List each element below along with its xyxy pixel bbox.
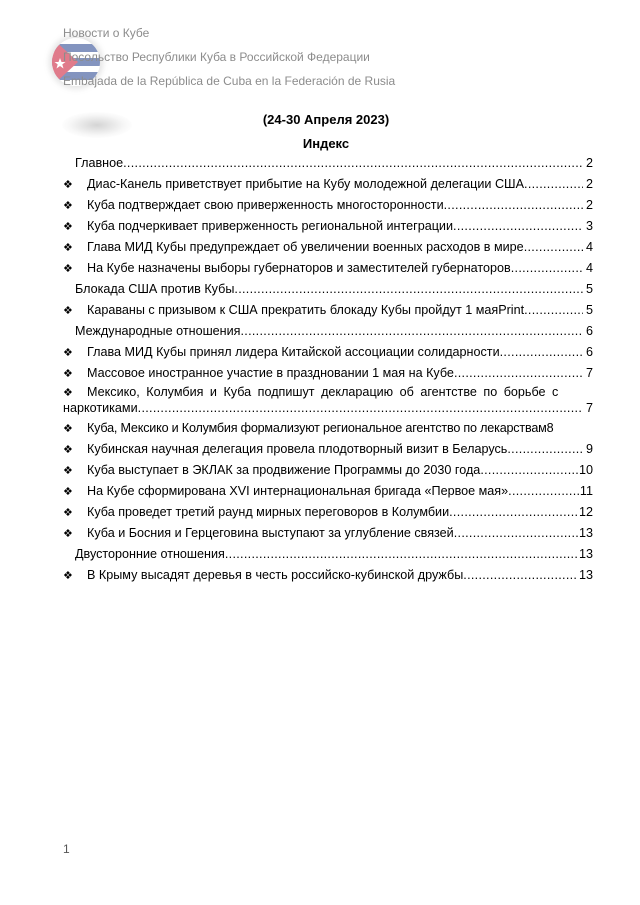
- toc-entry-text: Куба и Босния и Герцеговина выступают за углубление связей: [87, 526, 454, 540]
- toc-page-number: 6: [585, 324, 593, 338]
- toc-page-number: 6: [585, 345, 593, 359]
- toc-leader-dots: [234, 281, 583, 297]
- toc-page-number: 7: [585, 366, 593, 380]
- toc-leader-dots: [454, 365, 583, 381]
- toc-page-number: 9: [585, 442, 593, 456]
- toc-item[interactable]: [63, 260, 593, 276]
- index-title: Индекс: [302, 136, 350, 151]
- toc-leader-dots: [454, 525, 578, 541]
- toc-item[interactable]: [63, 384, 593, 416]
- toc-item[interactable]: [63, 441, 593, 457]
- toc-entry-text: На Кубе назначены выборы губернаторов и заместителей губернаторов: [87, 261, 511, 275]
- diamond-bullet-icon: ❖: [63, 221, 73, 233]
- toc-item[interactable]: [63, 302, 593, 318]
- toc-leader-dots: [444, 197, 583, 213]
- toc-item[interactable]: [63, 504, 593, 520]
- toc-entry-text: Мексико, Колумбия и Куба подпишут декларацию об агентстве по борьбе с: [87, 385, 559, 399]
- header-embassy-es: Embajada de la República de Cuba en la Federación de Rusia: [63, 74, 396, 88]
- diamond-bullet-icon: ❖: [63, 528, 73, 540]
- toc-page-number: 13: [578, 568, 593, 582]
- toc-entry-text-cont: наркотиками: [63, 401, 138, 415]
- header-news-title: Новости о Кубе: [63, 26, 150, 40]
- toc-leader-dots: [123, 155, 583, 171]
- diamond-bullet-icon: ❖: [63, 347, 73, 359]
- toc-leader-dots: [480, 462, 578, 478]
- toc-page-number: 13: [578, 526, 593, 540]
- diamond-bullet-icon: ❖: [63, 263, 73, 275]
- toc-entry-text: Караваны с призывом к США прекратить блокаду Кубы пройдут 1 маяPrint: [87, 303, 525, 317]
- toc-page-number: 13: [578, 547, 593, 561]
- toc-entry-text: Главное: [75, 156, 124, 170]
- footer-page-number: 1: [63, 842, 70, 856]
- toc-item[interactable]: [63, 483, 593, 499]
- toc-page-number: 4: [585, 240, 593, 254]
- toc-entry-text: Массовое иностранное участие в праздновании 1 мая на Кубе: [87, 366, 454, 380]
- toc-section-bilateral[interactable]: [63, 546, 593, 562]
- toc-leader-dots: [500, 344, 583, 360]
- diamond-bullet-icon: ❖: [63, 242, 73, 254]
- diamond-bullet-icon: ❖: [63, 200, 73, 212]
- toc-page-number: 10: [578, 463, 593, 477]
- toc-leader-dots: [511, 260, 583, 276]
- toc-leader-dots: [524, 239, 583, 255]
- toc-section-blockade[interactable]: [63, 281, 593, 297]
- toc-item[interactable]: [63, 420, 593, 436]
- toc-entry-text: Двусторонние отношения: [75, 547, 225, 561]
- diamond-bullet-icon: ❖: [63, 486, 73, 498]
- toc-page-number: 7: [585, 401, 593, 415]
- toc-page-number: 5: [585, 303, 593, 317]
- header-embassy-ru: Посольство Республики Куба в Российской Федерации: [63, 50, 370, 64]
- toc-entry-text: Куба выступает в ЭКЛАК за продвижение Программы до 2030 года: [87, 463, 481, 477]
- toc-entry-text: Кубинская научная делегация провела плодотворный визит в Беларусь: [87, 442, 508, 456]
- diamond-bullet-icon: ❖: [63, 444, 73, 456]
- toc-leader-dots: [240, 323, 583, 339]
- toc-entry-text: В Крыму высадят деревья в честь российско-кубинской дружбы: [87, 568, 464, 582]
- diamond-bullet-icon: ❖: [63, 179, 73, 191]
- toc-entry-text: На Кубе сформирована XVI интернациональная бригада «Первое мая»: [87, 484, 509, 498]
- toc-page-number: 8: [546, 421, 554, 435]
- toc-entry-text: Блокада США против Кубы: [75, 282, 235, 296]
- toc-entry-text: Международные отношения: [75, 324, 241, 338]
- toc-leader-dots: [508, 483, 579, 499]
- toc-item[interactable]: [63, 344, 593, 360]
- toc-item[interactable]: [63, 218, 593, 234]
- toc-page-number: 2: [585, 198, 593, 212]
- toc-page-number: 2: [585, 156, 593, 170]
- toc-entry-text: Глава МИД Кубы принял лидера Китайской ассоциации солидарности: [87, 345, 500, 359]
- toc-page-number: 12: [578, 505, 593, 519]
- toc-entry-text: Куба, Мексико и Колумбия формализуют региональное агентство по лекарствам: [87, 421, 547, 435]
- toc-leader-dots: [138, 400, 583, 416]
- diamond-bullet-icon: ❖: [63, 387, 73, 399]
- toc-item[interactable]: [63, 567, 593, 583]
- toc-item[interactable]: [63, 365, 593, 381]
- toc-page-number: 3: [585, 219, 593, 233]
- toc-item[interactable]: [63, 239, 593, 255]
- toc-leader-dots: [524, 302, 583, 318]
- toc-leader-dots: [449, 504, 578, 520]
- toc-entry-text: Глава МИД Кубы предупреждает об увеличении военных расходов в мире: [87, 240, 524, 254]
- toc-leader-dots: [225, 546, 578, 562]
- diamond-bullet-icon: ❖: [63, 305, 73, 317]
- toc-page-number: 5: [585, 282, 593, 296]
- toc-entry-text: Куба проведет третий раунд мирных переговоров в Колумбии: [87, 505, 450, 519]
- toc-section-glavnoe[interactable]: [63, 155, 593, 171]
- toc-leader-dots: [524, 176, 583, 192]
- toc-item[interactable]: [63, 462, 593, 478]
- toc-leader-dots: [507, 441, 583, 457]
- toc-item[interactable]: [63, 525, 593, 541]
- toc-entry-text: Диас-Канель приветствует прибытие на Кубу молодежной делегации США: [87, 177, 525, 191]
- toc-section-international[interactable]: [63, 323, 593, 339]
- toc-item[interactable]: [63, 176, 593, 192]
- toc-leader-dots: [453, 218, 583, 234]
- toc-entry-text: Куба подтверждает свою приверженность многосторонности: [87, 198, 444, 212]
- toc-page-number: 11: [579, 484, 593, 498]
- diamond-bullet-icon: ❖: [63, 423, 73, 435]
- toc-entry-text: Куба подчеркивает приверженность региональной интеграции: [87, 219, 454, 233]
- toc-leader-dots: [463, 567, 578, 583]
- toc-item[interactable]: [63, 197, 593, 213]
- diamond-bullet-icon: ❖: [63, 507, 73, 519]
- diamond-bullet-icon: ❖: [63, 368, 73, 380]
- diamond-bullet-icon: ❖: [63, 465, 73, 477]
- date-range-title: (24-30 Апреля 2023): [262, 112, 390, 127]
- toc-page-number: 2: [585, 177, 593, 191]
- toc-page-number: 4: [585, 261, 593, 275]
- diamond-bullet-icon: ❖: [63, 570, 73, 582]
